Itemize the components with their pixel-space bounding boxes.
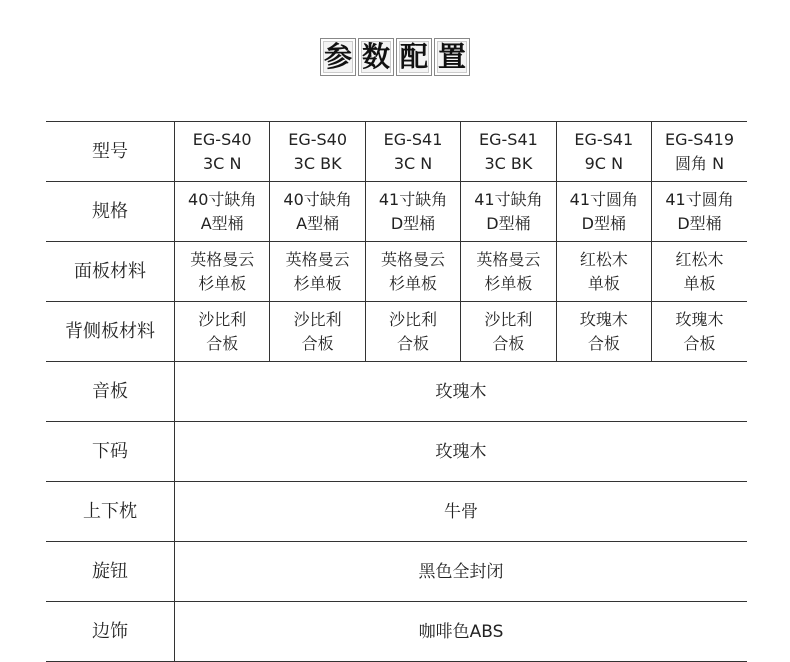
bridge-value: 玫瑰木 — [175, 422, 748, 482]
table-row-model — [46, 122, 747, 182]
model-cell: EG-S41 3C BK — [461, 122, 556, 182]
table-row-fingerboard — [46, 362, 747, 422]
back-cell: 沙比利 合板 — [175, 302, 270, 362]
spec-cell: 41寸缺角 D型桶 — [365, 182, 460, 242]
row-label-fingerboard: 音板 — [46, 362, 175, 422]
spec-cell: 40寸缺角 A型桶 — [175, 182, 270, 242]
title-char-3: 配 — [396, 38, 432, 76]
table-row-bridge — [46, 422, 747, 482]
top-cell: 英格曼云 杉单板 — [365, 242, 460, 302]
page-title — [0, 38, 790, 76]
title-char-2: 数 — [358, 38, 394, 76]
spec-cell: 41寸缺角 D型桶 — [461, 182, 556, 242]
top-cell: 英格曼云 杉单板 — [270, 242, 365, 302]
model-cell: EG-S419 圆角 N — [652, 122, 747, 182]
model-cell: EG-S40 3C N — [175, 122, 270, 182]
row-label-back: 背侧板材料 — [46, 302, 175, 362]
model-cell: EG-S41 9C N — [556, 122, 651, 182]
row-label-top: 面板材料 — [46, 242, 175, 302]
fingerboard-value: 玫瑰木 — [175, 362, 748, 422]
row-label-model: 型号 — [46, 122, 175, 182]
table-row-tuners — [46, 542, 747, 602]
top-cell: 英格曼云 杉单板 — [175, 242, 270, 302]
top-cell: 英格曼云 杉单板 — [461, 242, 556, 302]
back-cell: 沙比利 合板 — [365, 302, 460, 362]
table-row-back — [46, 302, 747, 362]
spec-cell: 41寸圆角 D型桶 — [652, 182, 747, 242]
table-row-spec — [46, 182, 747, 242]
top-cell: 红松木 单板 — [556, 242, 651, 302]
table-row-top — [46, 242, 747, 302]
row-label-binding: 边饰 — [46, 602, 175, 662]
table-row-nut — [46, 482, 747, 542]
table-row-binding — [46, 602, 747, 662]
row-label-nut: 上下枕 — [46, 482, 175, 542]
spec-cell: 40寸缺角 A型桶 — [270, 182, 365, 242]
top-cell: 红松木 单板 — [652, 242, 747, 302]
row-label-tuners: 旋钮 — [46, 542, 175, 602]
nut-value: 牛骨 — [175, 482, 748, 542]
row-label-bridge: 下码 — [46, 422, 175, 482]
spec-cell: 41寸圆角 D型桶 — [556, 182, 651, 242]
row-label-spec: 规格 — [46, 182, 175, 242]
title-char-4: 置 — [434, 38, 470, 76]
model-cell: EG-S40 3C BK — [270, 122, 365, 182]
back-cell: 玫瑰木 合板 — [652, 302, 747, 362]
binding-value: 咖啡色ABS — [175, 602, 748, 662]
tuners-value: 黑色全封闭 — [175, 542, 748, 602]
back-cell: 玫瑰木 合板 — [556, 302, 651, 362]
back-cell: 沙比利 合板 — [461, 302, 556, 362]
back-cell: 沙比利 合板 — [270, 302, 365, 362]
title-char-1: 参 — [320, 38, 356, 76]
model-cell: EG-S41 3C N — [365, 122, 460, 182]
spec-table — [46, 121, 747, 662]
title-seal-group — [320, 38, 470, 76]
